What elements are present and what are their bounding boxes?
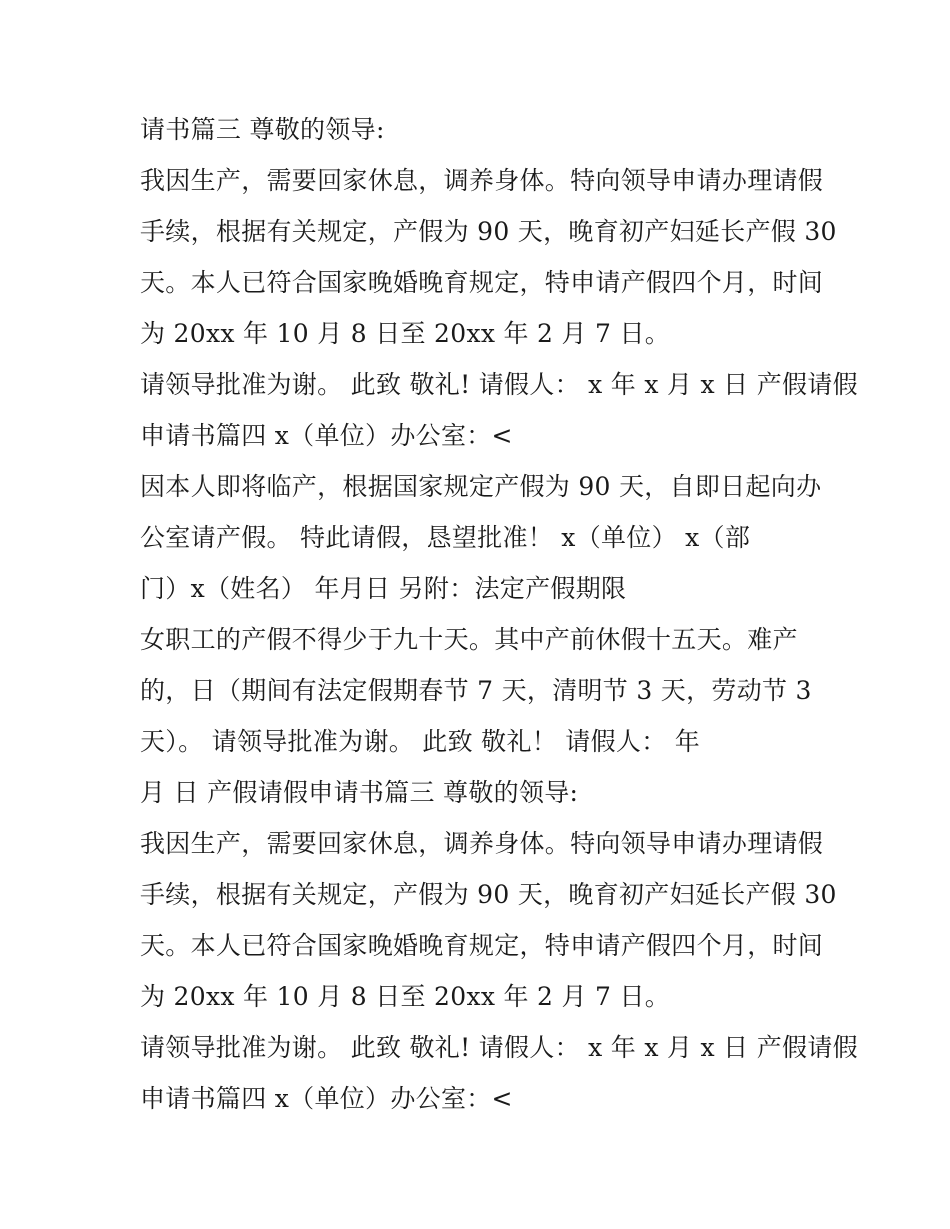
text-line: 我因生产，需要回家休息，调养身体。特向领导申请办理请假 xyxy=(140,829,824,858)
text-line: 手续，根据有关规定，产假为 90 天，晚育初产妇延长产假 30 xyxy=(140,217,837,246)
text-line: 请领导批准为谢。 此致 敬礼! 请假人： x 年 x 月 x 日 产假请假 xyxy=(140,1033,858,1062)
text-line: 天。本人已符合国家晚婚晚育规定，特申请产假四个月，时间 xyxy=(140,931,824,960)
text-line: 为 20xx 年 10 月 8 日至 20xx 年 2 月 7 日。 xyxy=(140,319,671,348)
text-line: 的，日（期间有法定假期春节 7 天，清明节 3 天，劳动节 3 xyxy=(140,676,812,705)
text-line: 月 日 产假请假申请书篇三 尊敬的领导: xyxy=(140,778,579,807)
text-line: 申请书篇四 x（单位）办公室：< xyxy=(140,1084,513,1113)
text-line: 天。本人已符合国家晚婚晚育规定，特申请产假四个月，时间 xyxy=(140,268,824,297)
text-line: 为 20xx 年 10 月 8 日至 20xx 年 2 月 7 日。 xyxy=(140,982,671,1011)
text-line: 手续，根据有关规定，产假为 90 天，晚育初产妇延长产假 30 xyxy=(140,880,837,909)
text-line: 我因生产，需要回家休息，调养身体。特向领导申请办理请假 xyxy=(140,166,824,195)
text-line: 天）。 请领导批准为谢。 此致 敬礼！ 请假人： 年 xyxy=(140,727,701,756)
text-line: 公室请产假。 特此请假，恳望批准！ x（单位） x（部 xyxy=(140,523,751,552)
document-body xyxy=(140,104,858,1124)
text-line: 请书篇三 尊敬的领导: xyxy=(140,115,385,144)
text-line: 申请书篇四 x（单位）办公室：< xyxy=(140,421,513,450)
text-line: 请领导批准为谢。 此致 敬礼! 请假人： x 年 x 月 x 日 产假请假 xyxy=(140,370,858,399)
text-line: 女职工的产假不得少于九十天。其中产前休假十五天。难产 xyxy=(140,625,798,654)
text-line: 因本人即将临产，根据国家规定产假为 90 天，自即日起向办 xyxy=(140,472,822,501)
text-line: 门）x（姓名） 年月日 另附：法定产假期限 xyxy=(140,574,627,603)
